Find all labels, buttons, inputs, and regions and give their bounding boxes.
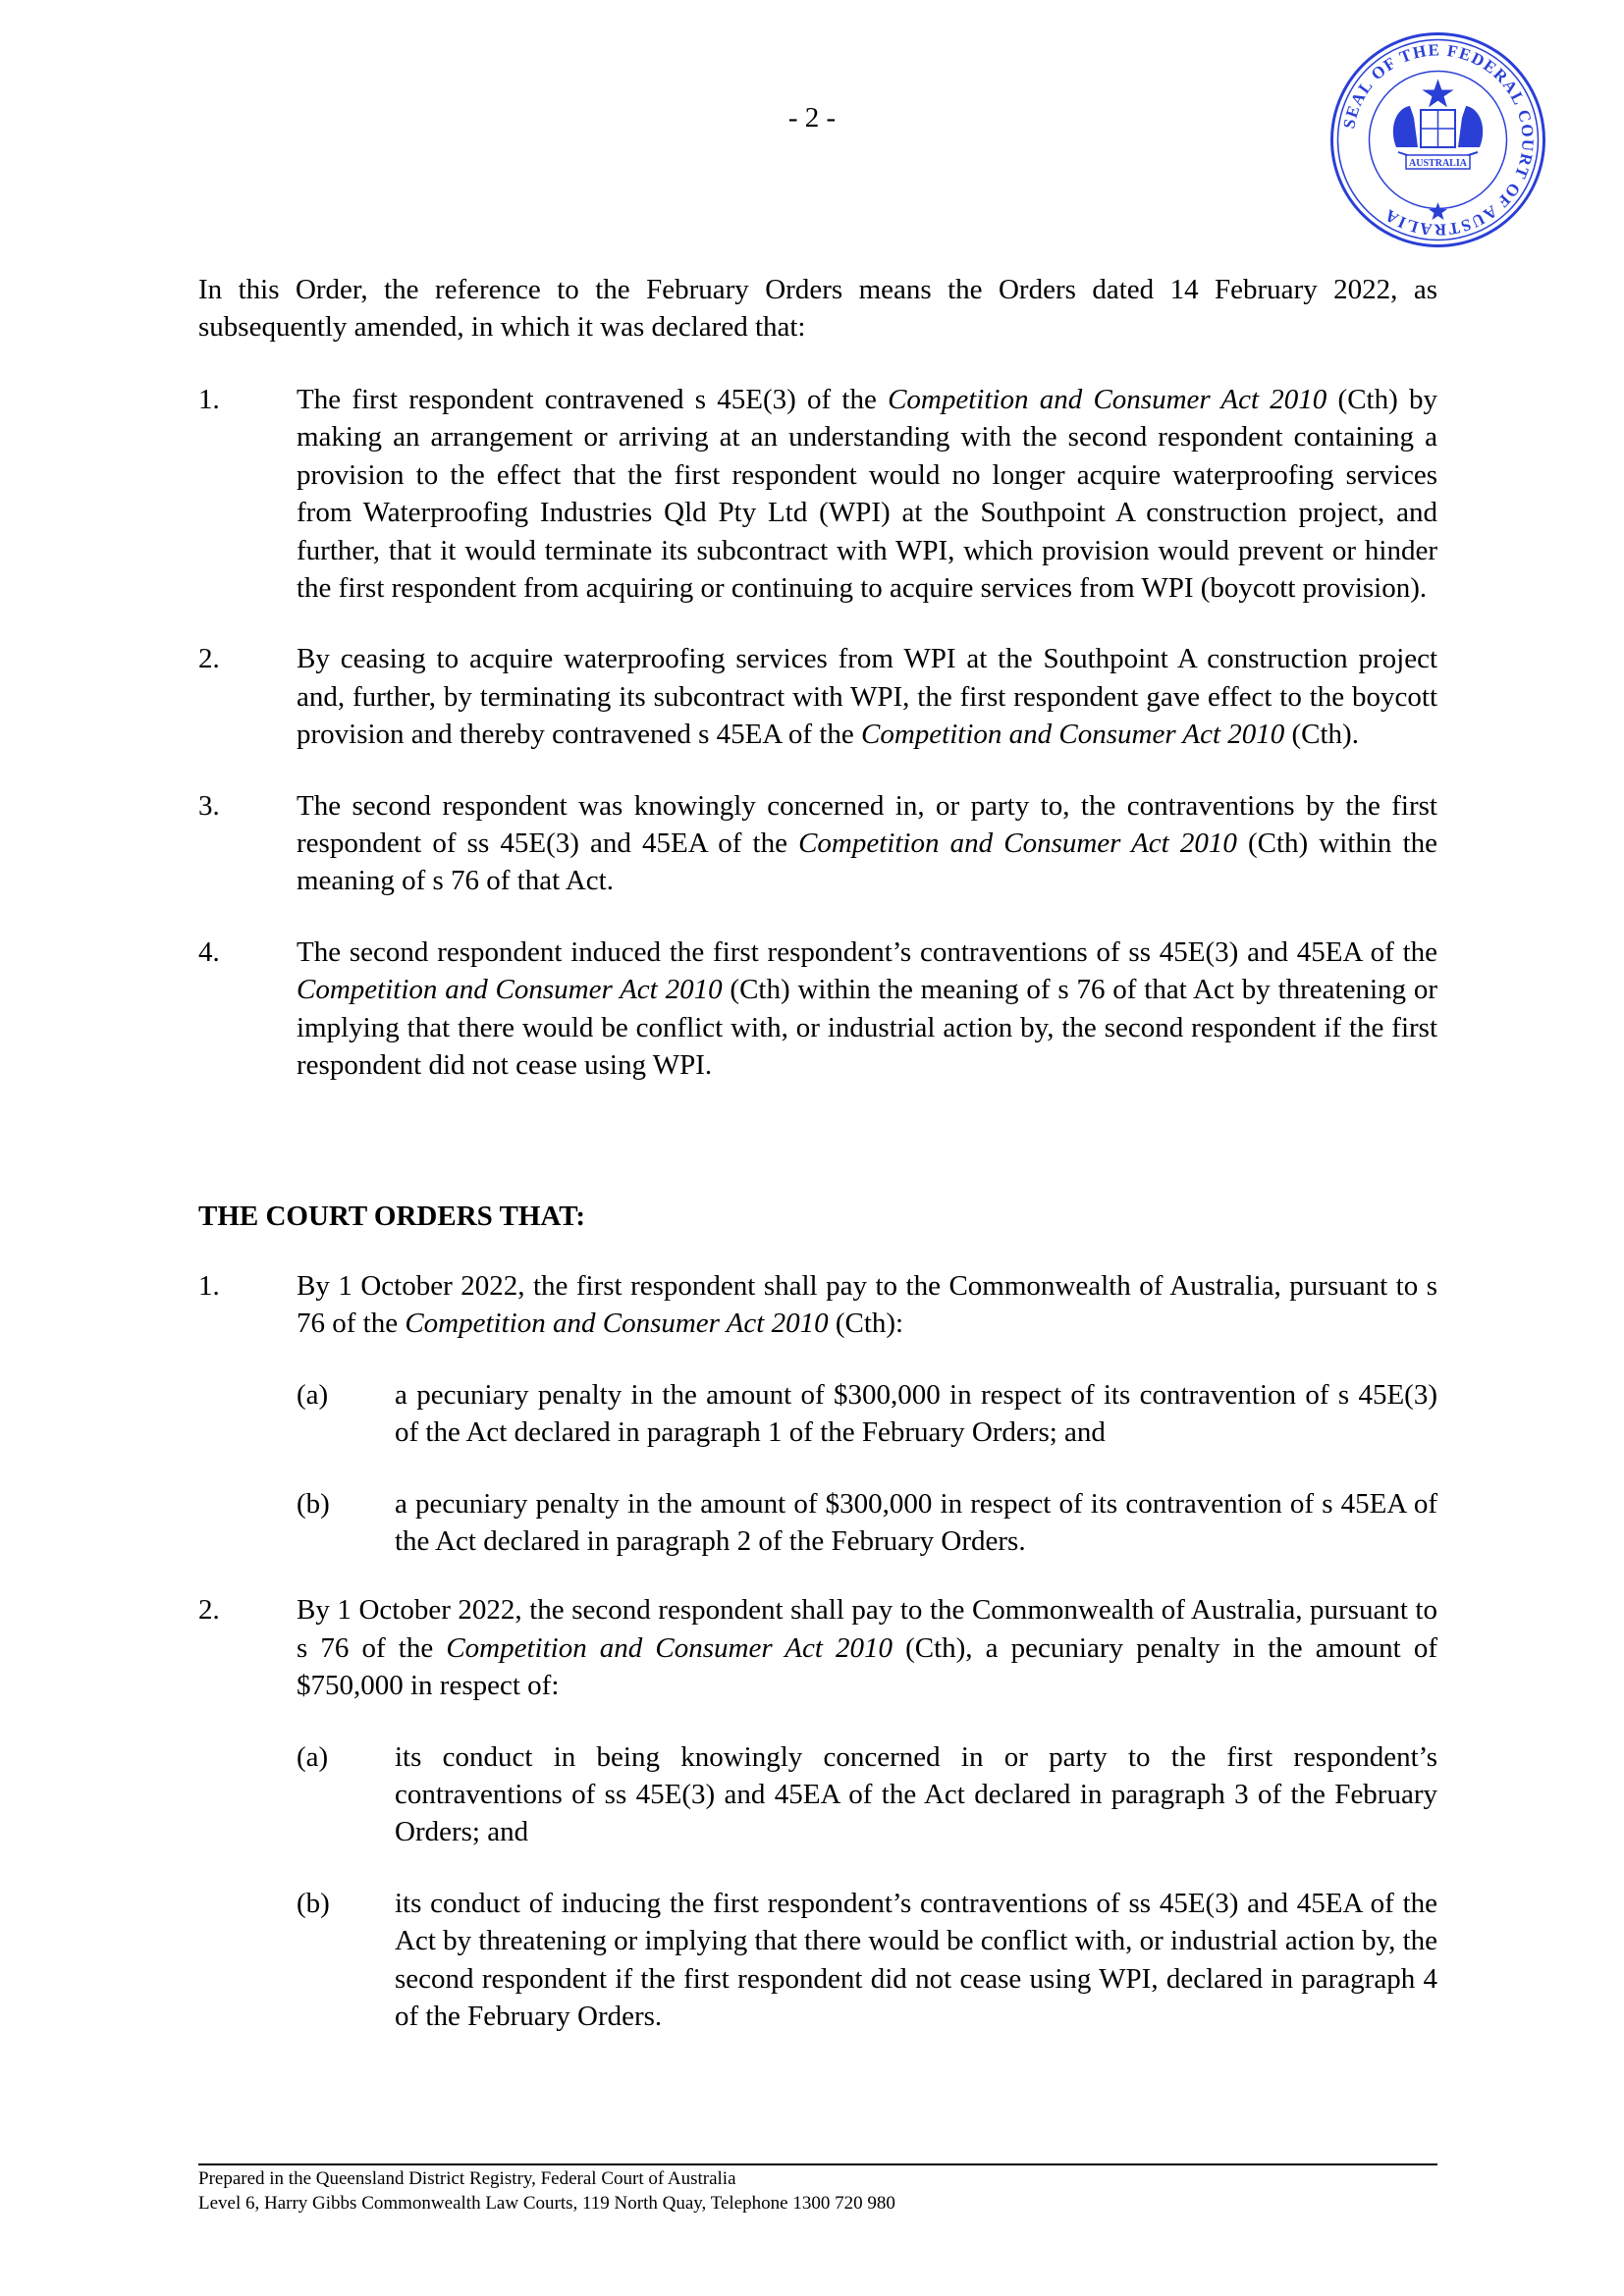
declaration-text — [297, 381, 1437, 607]
act-title: Competition and Consumer Act 2010 — [888, 384, 1327, 415]
order-number: 1. — [198, 1270, 220, 1302]
footer-rule — [198, 2163, 1437, 2165]
declaration-item — [198, 934, 1437, 1085]
declaration-text — [297, 640, 1437, 753]
declaration-text — [297, 934, 1437, 1085]
footer-line-1: Prepared in the Queensland District Registry, Federal Court of Australia — [198, 2168, 736, 2189]
footer-line-2: Level 6, Harry Gibbs Commonwealth Law Courts, 119 North Quay, Telephone 1300 720 980 — [198, 2193, 895, 2214]
declaration-text-post: (Cth) within the meaning of s 76 of that Act. — [297, 828, 1437, 897]
declaration-text-pre: The first respondent contravened s 45E(3) of the — [297, 384, 889, 415]
order-sub-item — [297, 1485, 1437, 1561]
order-text — [297, 1267, 1437, 1343]
order-text-pre: By 1 October 2022, the second respondent shall pay to the Commonwealth of Australia, pursuant to s 76 of the — [297, 1594, 1437, 1664]
order-text-post: (Cth), a pecuniary penalty in the amount of $750,000 in respect of: — [297, 1631, 1438, 1702]
svg-text:SEAL OF THE FEDERAL COURT OF A: SEAL OF THE FEDERAL COURT OF AUSTRALIA — [1339, 40, 1538, 240]
declaration-number: 1. — [198, 384, 220, 415]
orders-list — [198, 1267, 1437, 2067]
court-seal — [1327, 29, 1548, 250]
order-sub-item — [297, 1376, 1437, 1452]
declaration-text — [297, 787, 1437, 900]
footer — [198, 2166, 895, 2216]
act-title: Competition and Consumer Act 2010 — [405, 1308, 829, 1340]
declaration-number: 2. — [198, 643, 220, 675]
order-sub-label: (b) — [297, 1887, 330, 1919]
declaration-text-post: (Cth) within the meaning of s 76 of that Act by threatening or implying that there would be conflict with, or industrial action by, the second respondent if the first respondent did not cease using WPI. — [297, 974, 1438, 1082]
declaration-item — [198, 640, 1437, 753]
declaration-text-post: (Cth). — [1284, 719, 1359, 751]
order-item — [198, 1591, 1437, 2035]
order-sub-label: (b) — [297, 1487, 330, 1520]
declaration-item — [198, 787, 1437, 900]
declarations-list — [198, 381, 1437, 1118]
order-sub-text: its conduct of inducing the first respondent’s contraventions of ss 45E(3) and 45EA of the Act by threatening or implying that there would be conflict with, or industrial action by, the second respondent if the first respondent did not cease using WPI, declared in paragraph 4 of the February Orders. — [395, 1887, 1437, 2033]
order-text — [297, 1591, 1437, 1704]
declaration-text-pre: The second respondent was knowingly concerned in, or party to, the contraventions by the first respondent of ss 45E(3) and 45EA of the — [297, 789, 1437, 860]
order-sub-item — [297, 1738, 1437, 1851]
intro-paragraph: In this Order, the reference to the February Orders means the Orders dated 14 February 2022, as subsequently amended, in which it was declared that: — [198, 274, 1437, 344]
orders-heading: THE COURT ORDERS THAT: — [198, 1201, 586, 1232]
act-title: Competition and Consumer Act 2010 — [798, 828, 1237, 860]
coat-of-arms-icon — [1393, 80, 1483, 160]
declaration-text-post: (Cth) by making an arrangement or arriving at an understanding with the second respondent containing a provision to the effect that the first respondent would no longer acquire waterproofing services from Waterproofing Industries Qld Pty Ltd (WPI) at the Southpoint A construction project, and further, that it would terminate its subcontract with WPI, which provision would prevent or hinder the first respondent from acquiring or continuing to acquire services from WPI (boycott provision). — [297, 384, 1437, 605]
order-sub-item — [297, 1885, 1437, 2036]
declaration-number: 3. — [198, 789, 220, 822]
seal-banner-text: AUSTRALIA — [1409, 158, 1467, 169]
order-text-post: (Cth): — [828, 1308, 904, 1340]
order-item — [198, 1267, 1437, 1560]
order-sub-text: a pecuniary penalty in the amount of $300,000 in respect of its contravention of s 45EA of the Act declared in paragraph 2 of the February Orders. — [395, 1487, 1437, 1558]
declaration-text-pre: By ceasing to acquire waterproofing services from WPI at the Southpoint A construction project and, further, by terminating its subcontract with WPI, the first respondent gave effect to the boycott provision and thereby contravened s 45EA of the — [297, 643, 1437, 751]
order-sub-label: (a) — [297, 1378, 329, 1411]
act-title: Competition and Consumer Act 2010 — [446, 1631, 893, 1664]
page-number: - 2 - — [787, 102, 837, 133]
order-sub-text: a pecuniary penalty in the amount of $300,000 in respect of its contravention of s 45E(3) of the Act declared in paragraph 1 of the February Orders; and — [395, 1378, 1437, 1449]
declaration-item — [198, 381, 1437, 607]
order-number: 2. — [198, 1594, 220, 1627]
act-title: Competition and Consumer Act 2010 — [861, 719, 1285, 751]
declaration-number: 4. — [198, 935, 220, 968]
star-icon — [1429, 202, 1447, 220]
order-text-pre: By 1 October 2022, the first respondent shall pay to the Commonwealth of Australia, pursuant to s 76 of the — [297, 1270, 1437, 1340]
order-sub-text: its conduct in being knowingly concerned in or party to the first respondent’s contraventions of ss 45E(3) and 45EA of the Act declared in paragraph 3 of the February Orders; and — [395, 1740, 1437, 1848]
order-sub-label: (a) — [297, 1740, 329, 1773]
act-title: Competition and Consumer Act 2010 — [297, 974, 723, 1006]
declaration-text-pre: The second respondent induced the first respondent’s contraventions of ss 45E(3) and 45EA of the — [297, 935, 1437, 968]
